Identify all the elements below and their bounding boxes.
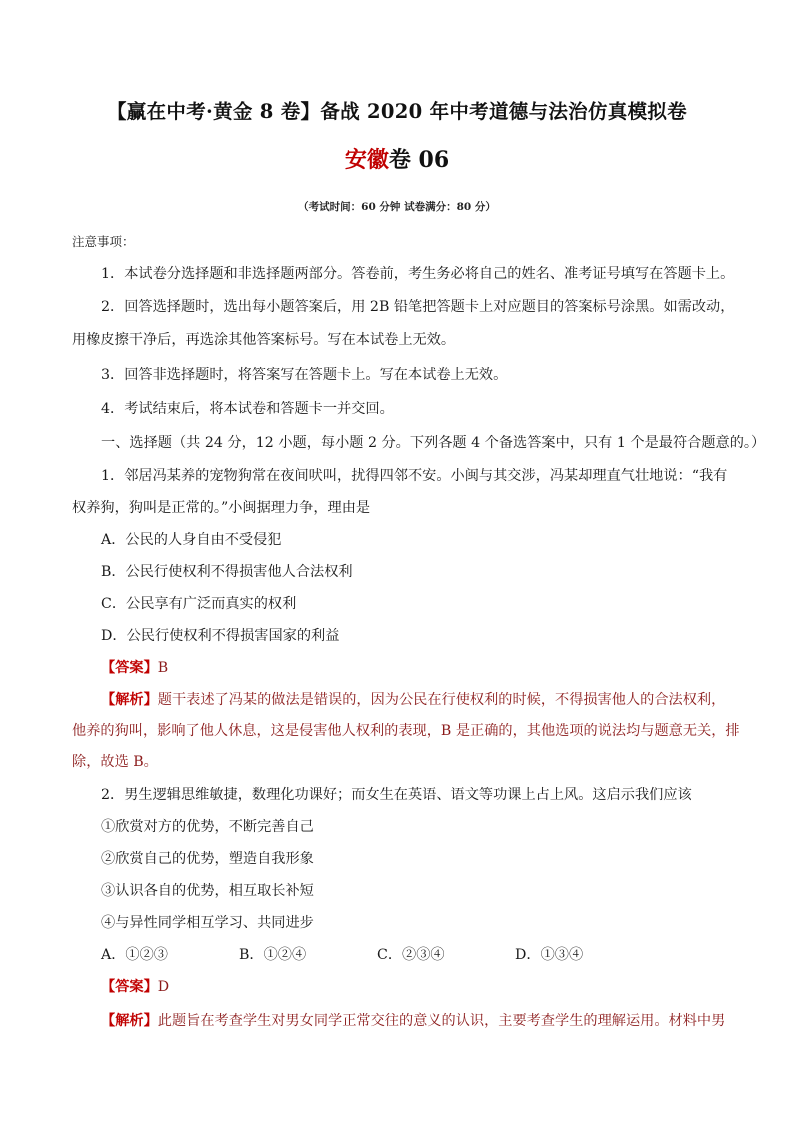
question-2-statement: ④与异性同学相互学习、共同进步 (101, 915, 314, 931)
notice-item: 4．考试结束后，将本试卷和答题卡一并交回。 (101, 401, 394, 417)
answer-value: D (157, 979, 170, 995)
question-1-option-a: A．公民的人身自由不受侵犯 (101, 532, 282, 548)
question-2-statement: ①欣赏对方的优势，不断完善自己 (101, 819, 314, 835)
question-1-stem: 1．邻居冯某养的宠物狗常在夜间吠叫，扰得四邻不安。小闽与其交涉，冯某却理直气壮地说：“我有 (101, 468, 728, 484)
section-heading: 一、选择题（共 24 分，12 小题，每小题 2 分。下列各题 4 个备选答案中，只有 1 个是最符合题意的。） (101, 435, 766, 451)
question-1-option-d: D．公民行使权利不得损害国家的利益 (101, 628, 340, 644)
exam-title: 【赢在中考·黄金 8 卷】备战 2020 年中考道德与法治仿真模拟卷 (107, 100, 687, 123)
analysis-label: 【解析】 (101, 1013, 158, 1029)
region-name: 安徽 (344, 147, 389, 173)
question-1-option-c: C．公民享有广泛而真实的权利 (101, 596, 297, 612)
question-1-analysis (72, 690, 761, 710)
answer-label: 【答案】 (101, 660, 158, 676)
question-1-analysis-continued: 他养的狗叫，影响了他人休息，这是侵害他人权利的表现，B 是正确的，其他选项的说法均与题意无关，排 (72, 723, 740, 739)
question-1-stem-continued: 权养狗，狗叫是正常的。”小闽据理力争，理由是 (72, 500, 371, 516)
question-2-option-c: C．②③④ (377, 947, 445, 963)
answer-value: B (157, 660, 169, 676)
question-2-statement: ③认识各自的优势，相互取长补短 (101, 883, 314, 899)
notice-item: 1．本试卷分选择题和非选择题两部分。答卷前，考生务必将自己的姓名、准考证号填写在答题卡上。 (101, 266, 735, 282)
question-2-analysis (72, 1011, 761, 1031)
notice-item-continued: 用橡皮擦干净后，再选涂其他答案标号。写在本试卷上无效。 (72, 332, 456, 348)
notice-heading: 注意事项： (72, 234, 135, 249)
question-2-statement: ②欣赏自己的优势，塑造自我形象 (101, 851, 314, 867)
question-2-answer (72, 977, 761, 997)
paper-number: 卷 06 (388, 147, 450, 173)
analysis-text: 题干表述了冯某的做法是错误的，因为公民在行使权利的时候，不得损害他人的合法权利， (157, 692, 726, 708)
analysis-text: 此题旨在考查学生对男女同学正常交往的意义的认识，主要考查学生的理解运用。材料中男 (157, 1013, 726, 1029)
question-2-option-b: B．①②④ (239, 947, 307, 963)
question-2-option-a: A．①②③ (101, 947, 168, 963)
notice-item: 3．回答非选择题时，将答案写在答题卡上。写在本试卷上无效。 (101, 367, 508, 383)
question-2-option-d: D．①③④ (515, 947, 584, 963)
question-2-options (72, 945, 761, 965)
exam-subtitle (0, 143, 794, 174)
question-2-stem: 2．男生逻辑思维敏捷，数理化功课好；而女生在英语、语文等功课上占上风。这启示我们应该 (101, 787, 692, 803)
analysis-label: 【解析】 (101, 692, 158, 708)
notice-item: 2．回答选择题时，选出每小题答案后，用 2B 铅笔把答题卡上对应题目的答案标号涂黑。如需改动， (101, 299, 735, 315)
question-1-answer (72, 658, 761, 678)
exam-info: （考试时间：60 分钟 试卷满分：80 分） (298, 201, 496, 213)
answer-label: 【答案】 (101, 979, 158, 995)
question-1-analysis-continued: 除，故选 B。 (72, 754, 158, 770)
question-1-option-b: B．公民行使权利不得损害他人合法权利 (101, 564, 353, 580)
